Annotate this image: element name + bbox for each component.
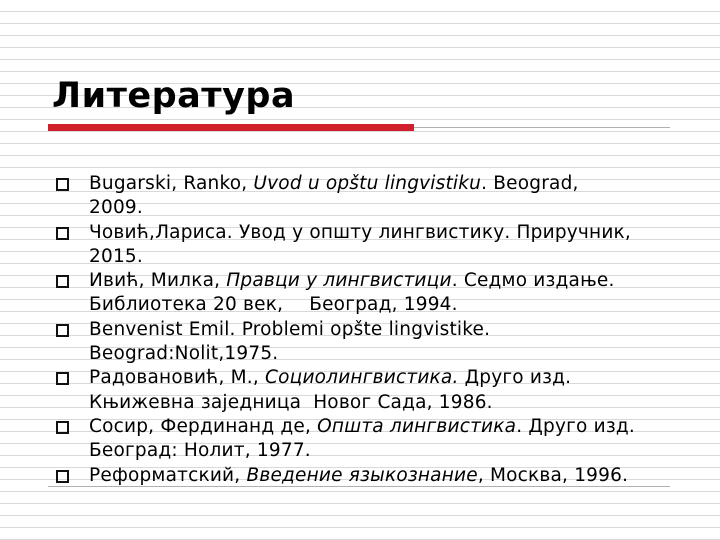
reference-item xyxy=(0,318,720,367)
reference-place-year: Новог Сада, 1986. xyxy=(313,391,493,413)
title-underline-rule xyxy=(414,127,670,128)
reference-continuation xyxy=(89,293,680,317)
reference-text: Радовановић, М., xyxy=(89,367,266,389)
reference-item xyxy=(0,221,720,270)
reference-publisher: Библиотека 20 век, xyxy=(89,294,284,316)
reference-list xyxy=(0,172,720,488)
reference-title: Правци у лингвистици xyxy=(226,270,452,292)
reference-publisher: Књижевна заједница xyxy=(89,391,302,413)
title-underline-accent xyxy=(48,124,414,131)
reference-item xyxy=(0,172,720,221)
hollow-square-bullet-icon xyxy=(56,178,69,191)
reference-text: . Beograd, xyxy=(481,173,579,194)
reference-text: . Седмо издање. xyxy=(451,270,615,292)
reference-continuation: 2015. xyxy=(89,245,143,267)
reference-place-year: Београд, 1994. xyxy=(309,294,458,316)
hollow-square-bullet-icon xyxy=(56,372,69,385)
reference-text: . Друго изд. xyxy=(516,415,635,437)
slide-title: Литература xyxy=(52,76,296,116)
reference-text: Друго изд. xyxy=(458,367,572,389)
reference-title: Социолингвистика. xyxy=(265,367,459,389)
hollow-square-bullet-icon xyxy=(56,275,69,288)
reference-item xyxy=(0,366,720,415)
reference-text: Benvenist Emil. Problemi opšte lingvistike. xyxy=(89,318,491,340)
reference-continuation: Београд: Нолит, 1977. xyxy=(89,440,311,462)
hollow-square-bullet-icon xyxy=(56,421,69,434)
bottom-rule xyxy=(48,486,670,487)
hollow-square-bullet-icon xyxy=(56,227,69,240)
reference-title: Uvod u opštu lingvistiku xyxy=(253,173,482,194)
reference-title: Введение языкознание xyxy=(246,464,478,486)
reference-title: Општа лингвистика xyxy=(317,415,517,437)
reference-continuation xyxy=(89,391,680,415)
reference-continuation: Beograd:Nolit,1975. xyxy=(89,343,279,365)
reference-item xyxy=(0,464,720,488)
reference-text: Ивић, Милка, xyxy=(89,270,227,292)
reference-text: , Москва, 1996. xyxy=(477,464,629,486)
reference-text: Човић,Лариса. Увод у општу лингвистику. Приручник, xyxy=(89,221,632,243)
reference-text: Реформатский, xyxy=(89,464,247,486)
reference-text: Сосир, Фердинанд де, xyxy=(89,415,318,437)
reference-item xyxy=(0,269,720,318)
hollow-square-bullet-icon xyxy=(56,470,69,483)
reference-item xyxy=(0,415,720,464)
hollow-square-bullet-icon xyxy=(56,324,69,337)
reference-continuation: 2009. xyxy=(89,197,143,219)
reference-text: Bugarski, Ranko, xyxy=(89,173,254,194)
